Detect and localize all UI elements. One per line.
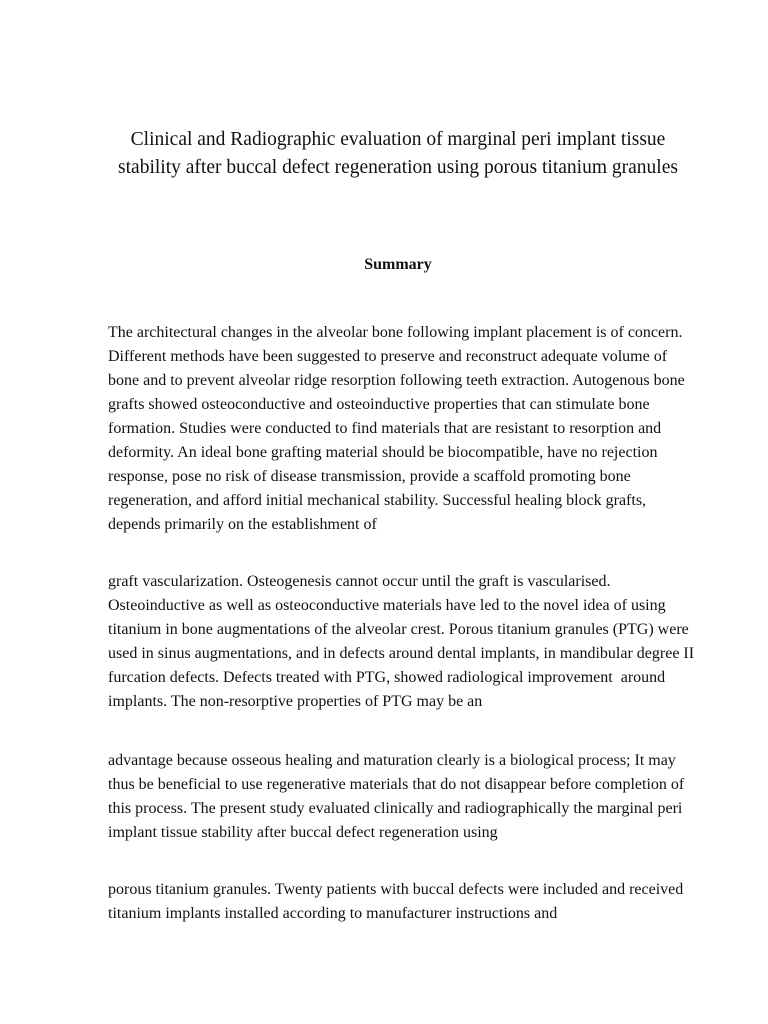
summary-paragraph-1: The architectural changes in the alveolar bone following implant placement is of concern. Different methods have been suggested to preserve and reconstruct adequate volume of bone and to prevent alveolar ridge resorption following teeth extraction. Autogenous bone grafts showed osteoconductive and osteoinductive properties that can stimulate bone formation. Studies were conducted to find materials that are resistant to resorption and deformity. An ideal bone grafting material should be biocompatible, have no rejection response, pose no risk of disease transmission, provide a scaffold promoting bone regeneration, and afford initial mechanical stability. Successful healing block grafts, depends primarily on the establishment of — [108, 324, 689, 533]
document-title: Clinical and Radiographic evaluation of marginal peri implant tissue stability after buccal defect regeneration using porous titanium granules — [118, 129, 678, 178]
summary-heading: Summary — [364, 256, 432, 273]
summary-paragraph-2: graft vascularization. Osteogenesis cannot occur until the graft is vascularised. Osteoinductive as well as osteoconductive materials have led to the novel idea of using titanium in bone augmentations of the alveolar crest. Porous titanium granules (PTG) were used in sinus augmentations, and in defects around dental implants, in mandibular degree II furcation defects. Defects treated with PTG, showed radiological improvement around implants. The non-resorptive properties of PTG may be an — [108, 573, 699, 710]
summary-paragraph-3: advantage because osseous healing and maturation clearly is a biological process; It may thus be beneficial to use regenerative materials that do not disappear before completion of this process. The present study evaluated clinically and radiographically the marginal peri implant tissue stability after buccal defect regeneration using — [108, 752, 689, 841]
summary-paragraph-4: porous titanium granules. Twenty patients with buccal defects were included and received titanium implants installed according to manufacturer instructions and — [108, 881, 688, 922]
